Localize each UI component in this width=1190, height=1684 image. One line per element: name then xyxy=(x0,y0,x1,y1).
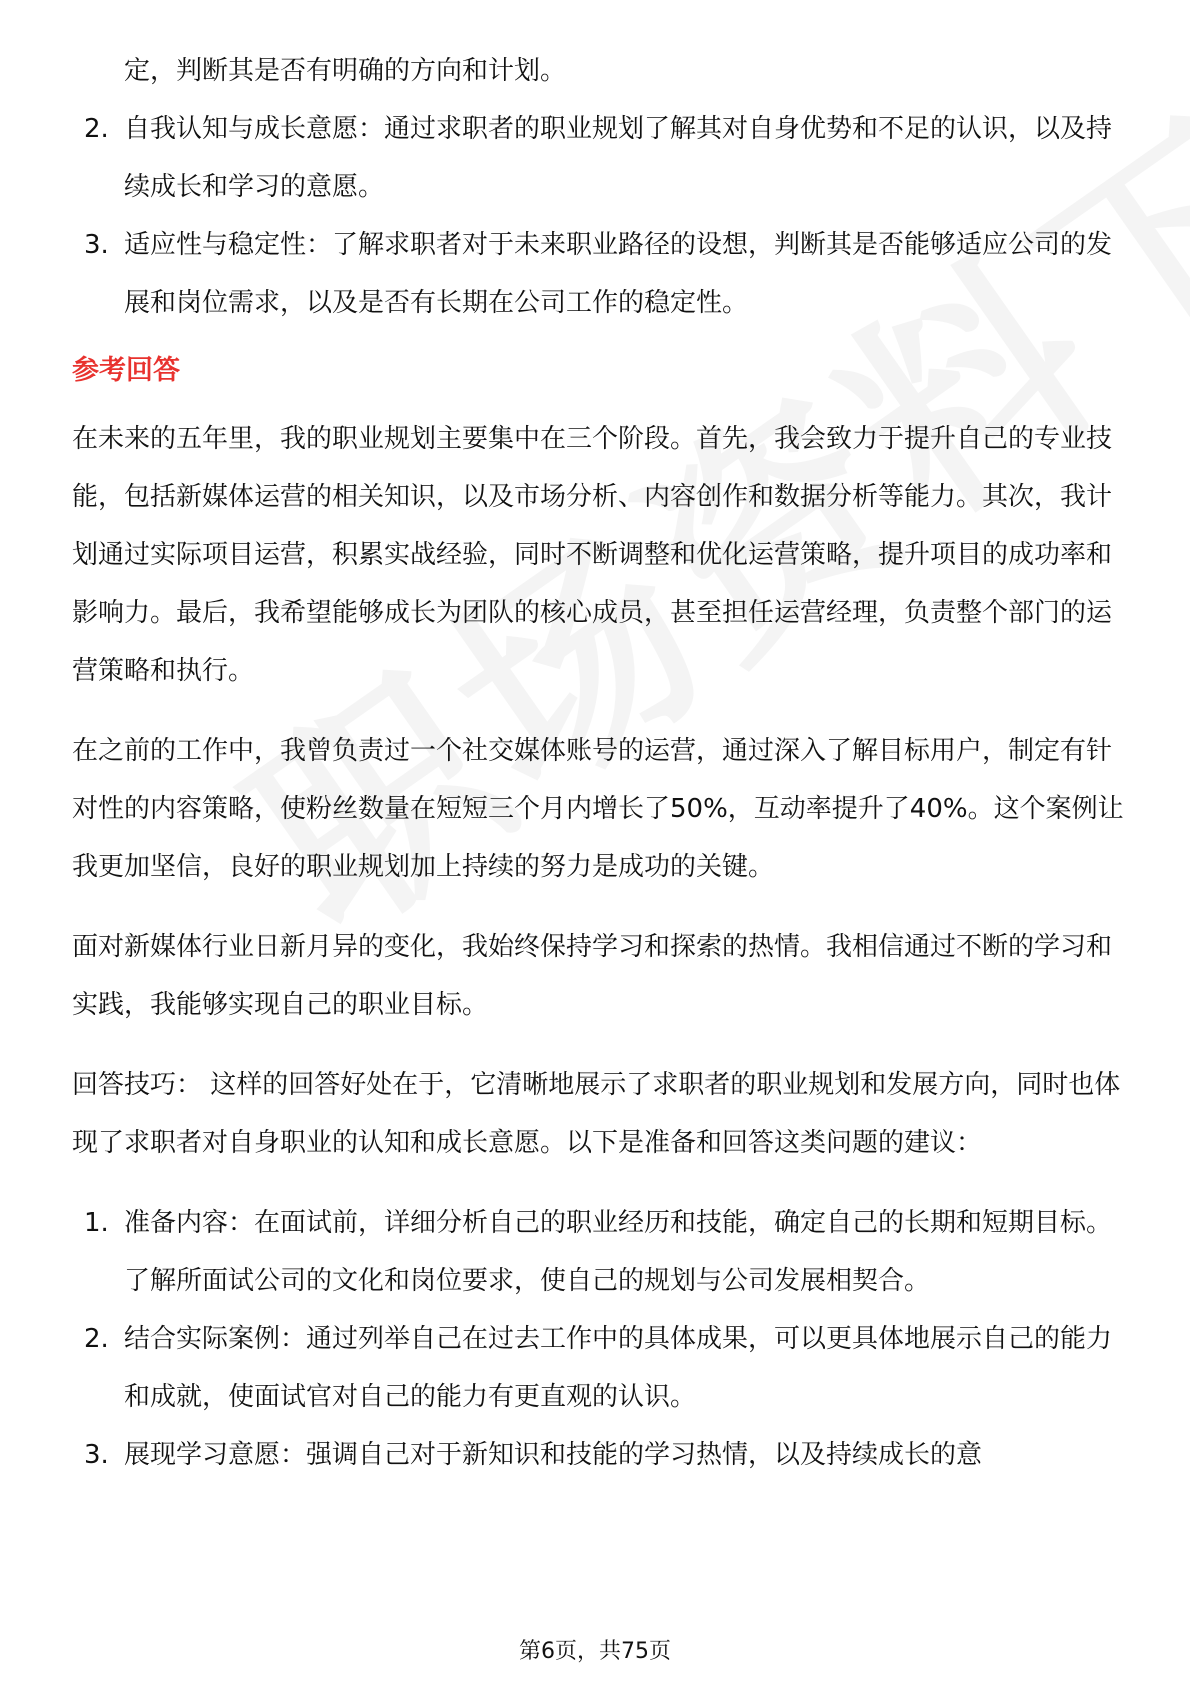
answer-paragraph: 面对新媒体行业日新月异的变化，我始终保持学习和探索的热情。我相信通过不断的学习和实践，我能够实现自己的职业目标。 xyxy=(72,932,1113,1020)
list-item xyxy=(72,1310,1132,1426)
list-item xyxy=(72,1426,1132,1484)
answer-paragraph: 在之前的工作中，我曾负责过一个社交媒体账号的运营，通过深入了解目标用户，制定有针对性的内容策略，使粉丝数量在短短三个月内增长了50%，互动率提升了40%。这个案例让我更加坚信，良好的职业规划加上持续的努力是成功的关键。 xyxy=(72,736,1124,882)
list-number: 1. xyxy=(84,1208,109,1238)
list-number: 2. xyxy=(84,114,109,144)
answer-paragraph: 在未来的五年里，我的职业规划主要集中在三个阶段。首先，我会致力于提升自己的专业技能，包括新媒体运营的相关知识，以及市场分析、内容创作和数据分析等能力。其次，我计划通过实际项目运营，积累实战经验，同时不断调整和优化运营策略，提升项目的成功率和影响力。最后，我希望能够成长为团队的核心成员，甚至担任运营经理，负责整个部门的运营策略和执行。 xyxy=(72,424,1113,686)
list-text: 适应性与稳定性：了解求职者对于未来职业路径的设想，判断其是否能够适应公司的发展和岗位需求，以及是否有长期在公司工作的稳定性。 xyxy=(124,230,1113,318)
list-number: 3. xyxy=(84,230,109,260)
list-item xyxy=(72,216,1132,332)
list-text: 准备内容：在面试前，详细分析自己的职业经历和技能，确定自己的长期和短期目标。了解所面试公司的文化和岗位要求，使自己的规划与公司发展相契合。 xyxy=(124,1208,1113,1296)
list-text: 结合实际案例：通过列举自己在过去工作中的具体成果，可以更具体地展示自己的能力和成就，使面试官对自己的能力有更直观的认识。 xyxy=(124,1324,1113,1412)
list-item xyxy=(72,100,1132,216)
criteria-list xyxy=(72,100,1132,332)
document-body xyxy=(72,42,1132,1484)
tips-intro: 回答技巧： 这样的回答好处在于，它清晰地展示了求职者的职业规划和发展方向，同时也体现了求职者对自身职业的认知和成长意愿。以下是准备和回答这类问题的建议： xyxy=(72,1070,1121,1158)
list-text: 自我认知与成长意愿：通过求职者的职业规划了解其对自身优势和不足的认识，以及持续成长和学习的意愿。 xyxy=(124,114,1113,202)
section-title-reference-answer: 参考回答 xyxy=(72,355,180,386)
tips-list xyxy=(72,1194,1132,1484)
list-item xyxy=(72,1194,1132,1310)
intro-continuation: 定，判断其是否有明确的方向和计划。 xyxy=(124,56,567,86)
list-number: 2. xyxy=(84,1324,109,1354)
list-text: 展现学习意愿：强调自己对于新知识和技能的学习热情，以及持续成长的意 xyxy=(124,1440,983,1470)
page-footer: 第6页，共75页 xyxy=(519,1639,671,1664)
list-number: 3. xyxy=(84,1440,109,1470)
